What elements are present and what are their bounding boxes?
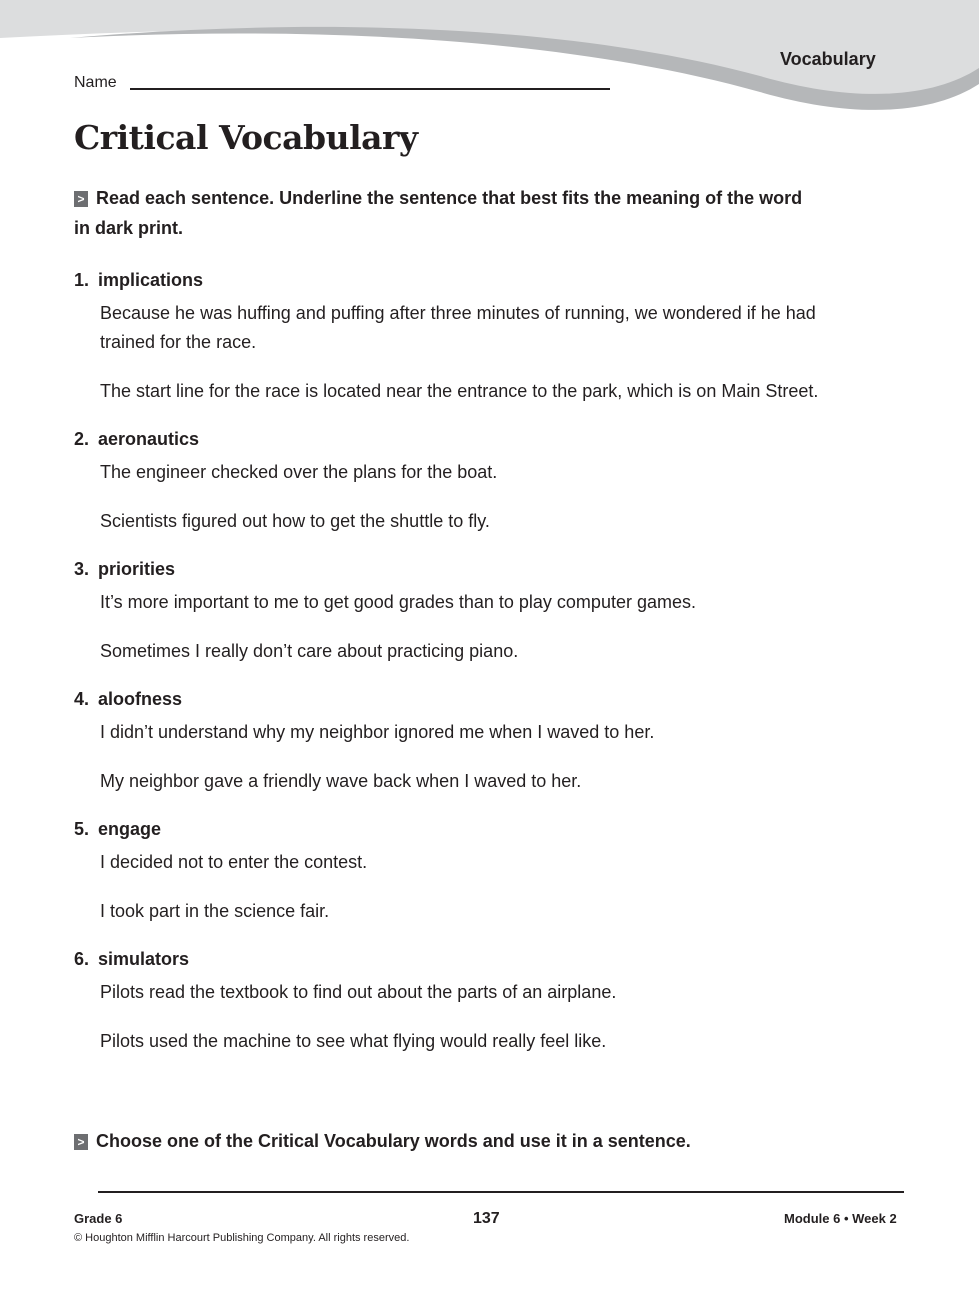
item-number: 5. (74, 819, 90, 839)
vocab-item (74, 814, 834, 926)
vocab-word: aloofness (98, 689, 183, 709)
vocabulary-items (74, 265, 834, 1074)
sentence-choice[interactable]: I didn’t understand why my neighbor ignored me when I waved to her. (100, 722, 655, 742)
copyright-notice: © Houghton Mifflin Harcourt Publishing Company. All rights reserved. (74, 1232, 410, 1244)
vocab-item (74, 684, 834, 796)
vocab-word: engage (98, 819, 162, 839)
answer-write-line[interactable] (98, 1191, 904, 1193)
vocab-word: simulators (98, 949, 190, 969)
page-title: Critical Vocabulary (74, 118, 418, 157)
item-number: 6. (74, 949, 90, 969)
item-number: 1. (74, 270, 90, 290)
sentence-choice[interactable]: Pilots used the machine to see what flying would really feel like. (100, 1031, 607, 1051)
item-number: 3. (74, 559, 90, 579)
name-write-line[interactable] (130, 88, 610, 90)
sentence-choice[interactable]: I decided not to enter the contest. (100, 852, 368, 872)
item-number: 2. (74, 429, 90, 449)
item-number: 4. (74, 689, 90, 709)
sentence-choice[interactable]: The start line for the race is located near the entrance to the park, which is on Main Street. (100, 381, 819, 401)
vocab-item (74, 554, 834, 666)
vocab-item (74, 424, 834, 536)
section-tag: Vocabulary (780, 49, 876, 69)
vocab-word: priorities (98, 559, 176, 579)
final-direction-text: Choose one of the Critical Vocabulary words and use it in a sentence. (96, 1131, 691, 1151)
module-week-label: Module 6 • Week 2 (784, 1211, 897, 1226)
main-direction-text: Read each sentence. Underline the sentence that best fits the meaning of the word in dark print. (74, 188, 803, 238)
sentence-choice[interactable]: My neighbor gave a friendly wave back when I waved to her. (100, 771, 582, 791)
vocab-word: implications (98, 270, 204, 290)
vocab-item (74, 944, 834, 1056)
sentence-choice[interactable]: Sometimes I really don’t care about practicing piano. (100, 641, 519, 661)
arrow-icon: > (74, 191, 88, 207)
arrow-icon: > (74, 1134, 88, 1150)
sentence-choice[interactable]: It’s more important to me to get good grades than to play computer games. (100, 592, 696, 612)
vocab-item (74, 265, 834, 406)
name-label: Name (74, 74, 117, 91)
main-direction (74, 183, 814, 243)
sentence-choice[interactable]: Because he was huffing and puffing after three minutes of running, we wondered if he had trained for the race. (100, 303, 816, 352)
sentence-choice[interactable]: Scientists figured out how to get the shuttle to fly. (100, 511, 490, 531)
sentence-choice[interactable]: The engineer checked over the plans for the boat. (100, 462, 498, 482)
sentence-choice[interactable]: Pilots read the textbook to find out about the parts of an airplane. (100, 982, 617, 1002)
vocab-word: aeronautics (98, 429, 200, 449)
page-number: 137 (473, 1210, 500, 1227)
final-direction (74, 1126, 814, 1156)
sentence-choice[interactable]: I took part in the science fair. (100, 901, 330, 921)
grade-label: Grade 6 (74, 1211, 123, 1226)
